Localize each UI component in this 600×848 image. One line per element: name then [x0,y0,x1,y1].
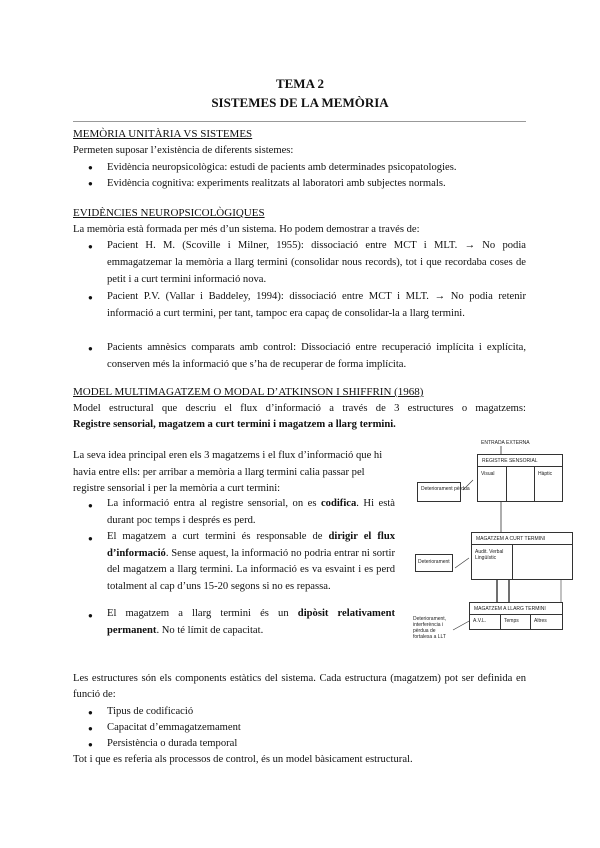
list-item: Capacitat d’emmagatzemament [107,722,241,733]
bullet-icon: ● [88,708,93,717]
section-heading-model: MODEL MULTIMAGATZEM O MODAL D’ATKINSON I SHIFFRIN (1968) [73,386,424,398]
model-stores: Registre sensorial, magatzem a curt termini i magatzem a llarg termini. [73,419,396,430]
long-term-store-box: MAGATZEM A LLARG TERMINI A.V.L. Temps Altres [469,602,563,630]
bullet-icon: ● [88,501,93,510]
page-subtitle: SISTEMES DE LA MEMÒRIA [211,95,389,110]
atkinson-shiffrin-diagram [413,440,573,652]
page-title: TEMA 2 [275,76,325,91]
short-term-store-box: MAGATZEM A CURT TERMINI Audit. Verbal Lingüístic [471,532,573,580]
closing-sentence: Tot i que es referia als processos de control, és un model bàsicament estructural. [73,754,413,765]
decay-label-ltm: Deteriorament, interferència i pèrdua de fortalesa a LLT [413,616,447,640]
list-item: La informació entra al registre sensorial, on es codifica. Hi està durant poc temps i després es perd. [107,498,395,526]
model-idea-paragraph: La seva idea principal eren els 3 magatzems i el flux d’informació que hi havia entre ells: per arribar a memòria a llarg termini calia passar pel registre sensorial i per la memòria a curt termini: [73,450,383,494]
list-item: Evidència neuropsicològica: estudi de pacients amb determinades psicopatologies. [107,162,457,173]
bullet-icon: ● [88,724,93,733]
list-item: Pacients amnèsics comparats amb control: Dissociació entre recuperació implícita i explícita, conserven més la informació que s’ha de recuperar de forma implícita. [107,342,526,370]
section-intro: Permeten suposar l’existència de diferents sistemes: [73,145,294,156]
list-item: Evidència cognitiva: experiments realitzats al laboratori amb subjectes normals. [107,178,446,189]
bullet-icon: ● [88,534,93,543]
model-description: Model estructural que descriu el flux d’informació a través de 3 estructures o magatzems: [73,403,526,414]
decay-box-stm: Deteriorament [415,554,453,572]
list-item: El magatzem a llarg termini és un dipòsit relativament permanent. No té límit de capacitat. [107,608,396,636]
bullet-icon: ● [88,344,93,353]
list-item: Tipus de codificació [107,706,194,717]
bullet-icon: ● [88,740,93,749]
list-item: Persistència o durada temporal [107,738,238,749]
list-item: Pacient H. M. (Scoville i Milner, 1955): dissociació entre MCT i MLT. → No podia emmagatzemar la memòria a llarg termini (consolidar nous records), tot i que recordaba coses de petit i a curt termini informació nova. [107,240,526,285]
bullet-icon: ● [88,242,93,251]
bullet-icon: ● [88,163,93,172]
section-intro: La memòria està formada per més d’un sistema. Ho podem demostrar a través de: [73,224,420,235]
bullet-icon: ● [88,179,93,188]
list-item: El magatzem a curt termini és responsable de dirigir el flux d’informació. Sense aquest, la informació no podria entrar ni sortir del magatzem a llarg termini. La informació es va esvaint i es perd totalment al cap d’uns 15-20 segons si no es repassa. [107,531,396,592]
bullet-icon: ● [88,611,93,620]
sensory-register-box: REGISTRE SENSORIAL Visual Hàptic [477,454,563,502]
diagram-input-label: ENTRADA EXTERNA [481,440,530,446]
section-heading-unitaria: MEMÒRIA UNITÀRIA VS SISTEMES [73,128,253,140]
list-item: Pacient P.V. (Vallar i Baddeley, 1994): dissociació entre MCT i MLT. → No podia retenir informació a curt termini, per tant, tampoc era capaç de consolidar-la a llarg termini. [107,291,526,319]
bullet-icon: ● [88,293,93,302]
decay-box-sensory: Deteriorament pèrdua [417,482,461,502]
structures-paragraph: Les estructures són els components estàtics del sistema. Cada estructura (magatzem) pot ser definida en funció de: [73,673,526,700]
title-divider [73,121,526,122]
section-heading-evidencies: EVIDÈNCIES NEUROPSICOLÒGIQUES [73,207,265,219]
